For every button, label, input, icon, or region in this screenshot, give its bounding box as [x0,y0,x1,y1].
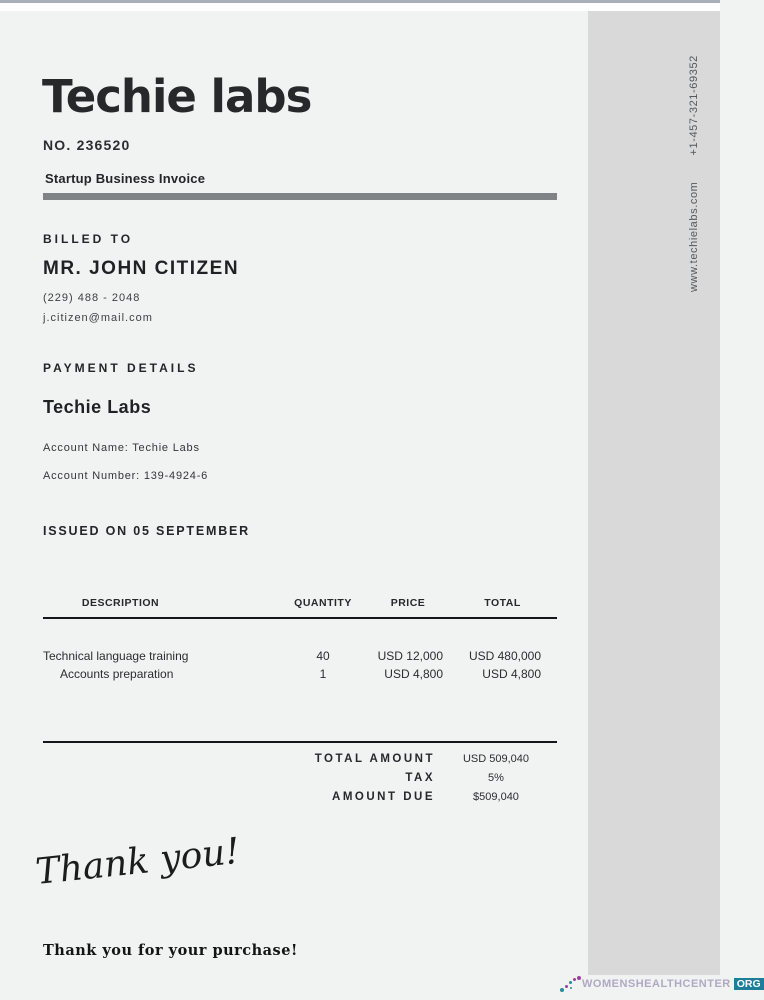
item-price: USD 4,800 [384,667,443,681]
tax-value: 5% [488,772,504,784]
amount-due-label: AMOUNT DUE [332,791,435,803]
company-logo: Techie labs [42,70,312,123]
payment-company-name: Techie Labs [43,397,152,417]
payment-details-heading: PAYMENT DETAILS [43,361,199,375]
column-header-quantity: QUANTITY [294,597,352,609]
total-amount-value: USD 509,040 [462,753,530,765]
tax-label: TAX [405,772,435,784]
watermark [560,974,764,994]
table-row [43,667,557,685]
watermark-name: WOMENSHEALTHCENTER [582,978,731,990]
total-amount-label: TOTAL AMOUNT [314,753,435,765]
customer-email: j.citizen@mail.com [43,312,153,324]
side-panel [588,11,720,975]
item-quantity: 40 [316,649,330,663]
table-body [43,649,557,685]
issued-date: ISSUED ON 05 SEPTEMBER [43,524,251,538]
watermark-org-badge: ORG [734,978,764,990]
column-header-price: PRICE [390,597,426,609]
amount-due-row [43,791,557,810]
totals-divider-line [43,741,557,743]
item-quantity: 1 [319,667,327,681]
item-description: Technical language training [43,649,189,663]
watermark-dots-icon [560,975,582,993]
header-divider-bar [43,193,557,200]
sidebar-contact [688,55,700,292]
table-header-row [43,597,557,619]
invoice-subtitle: Startup Business Invoice [45,171,206,186]
billed-to-heading: BILLED TO [43,232,134,246]
item-description: Accounts preparation [60,667,174,681]
customer-name: MR. JOHN CITIZEN [43,258,240,279]
line-items-table [43,597,557,685]
customer-phone: (229) 488 - 2048 [43,292,141,304]
purchase-note: Thank you for your purchase! [43,942,298,959]
total-amount-row [43,753,557,772]
sidebar-phone: +1-457-321-69352 [688,55,700,156]
amount-due-value: $509,040 [473,791,519,803]
tax-row [43,772,557,791]
sidebar-website: www.techielabs.com [688,181,700,292]
column-header-description: DESCRIPTION [81,597,160,609]
thank-you-signature: Thank you! [33,830,242,893]
totals-section [43,753,557,810]
column-header-total: TOTAL [484,597,521,609]
invoice-number: NO. 236520 [43,137,131,153]
item-total: USD 4,800 [482,667,541,681]
account-number: Account Number: 139-4924-6 [43,470,209,482]
table-row [43,649,557,667]
item-price: USD 12,000 [377,649,443,663]
item-total: USD 480,000 [468,649,541,663]
page-top-strip [0,0,720,11]
account-name: Account Name: Techie Labs [43,442,200,454]
